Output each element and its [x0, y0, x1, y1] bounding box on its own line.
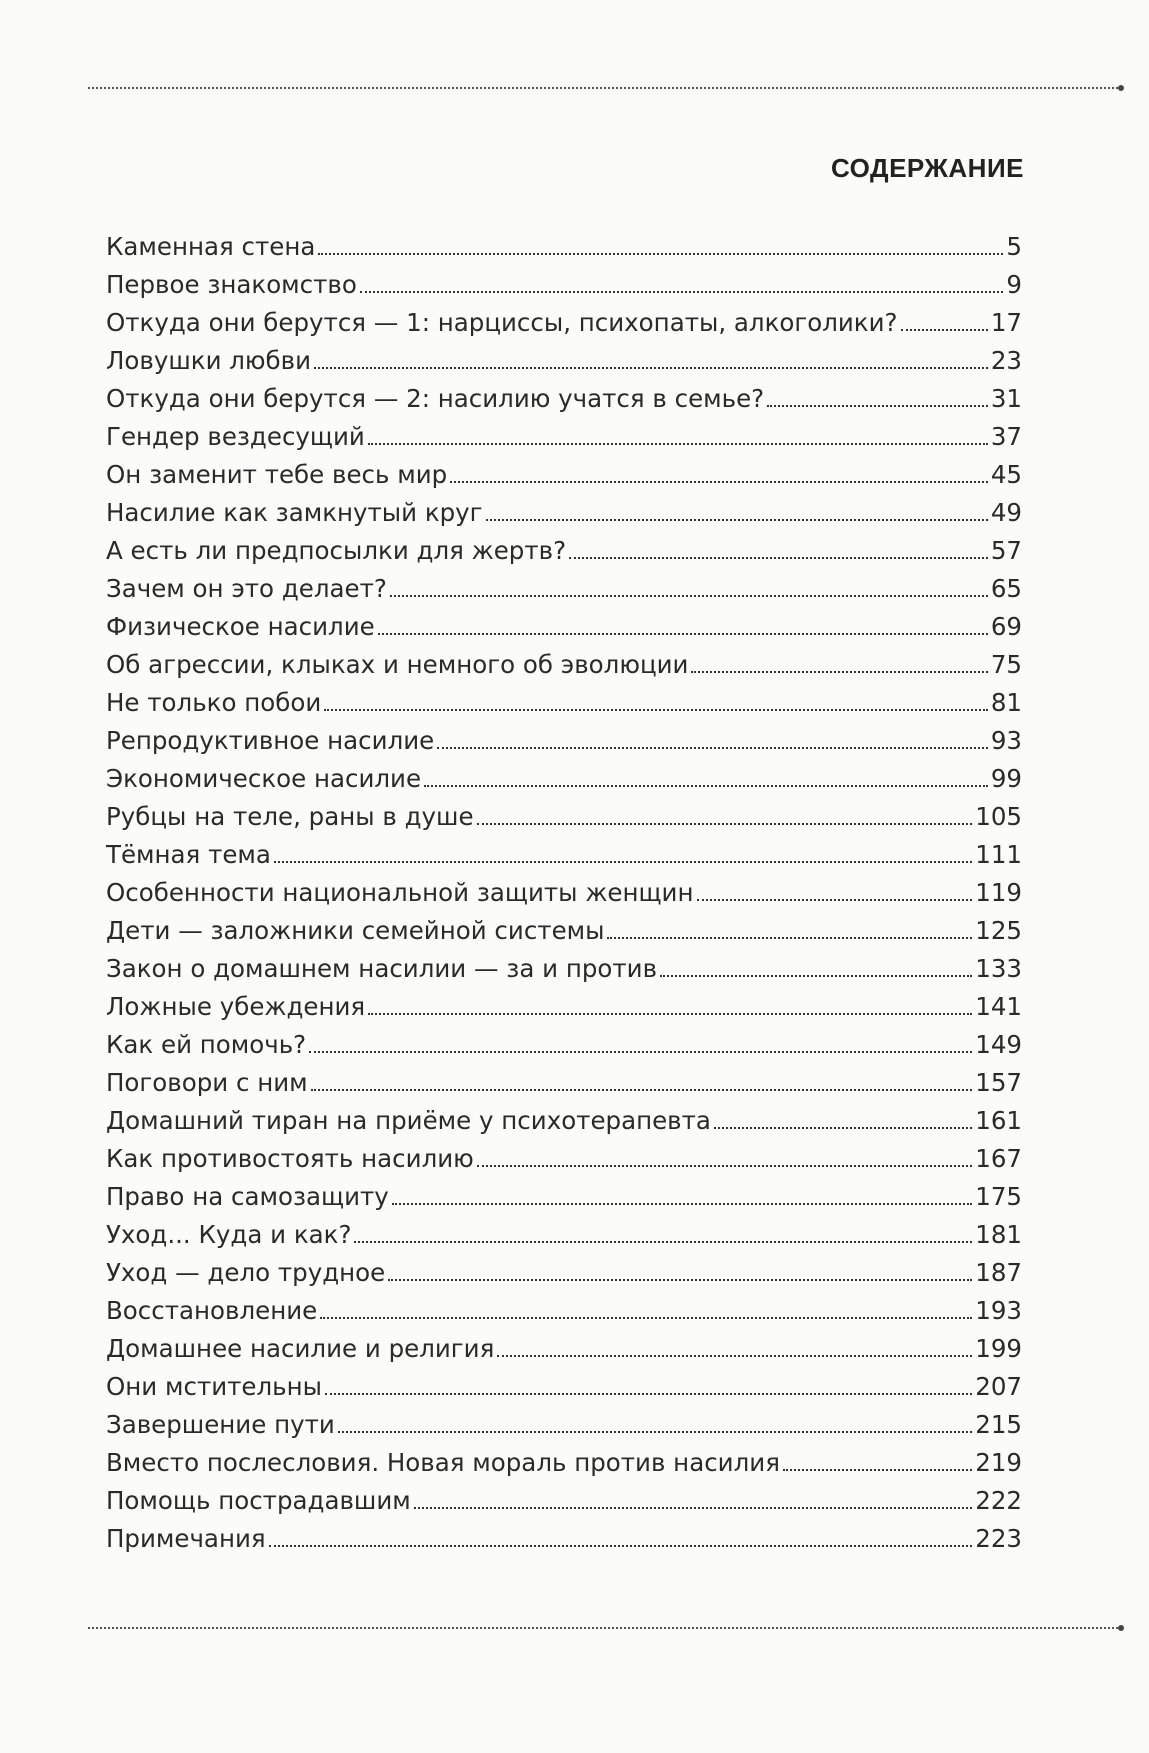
toc-entry-title: Они мстительны: [106, 1372, 322, 1401]
toc-leader-dots: [477, 823, 973, 825]
toc-entry: [106, 1368, 1022, 1406]
toc-leader-dots: [414, 1507, 973, 1509]
toc-entry-page: 193: [975, 1296, 1022, 1325]
toc-entry-title: Первое знакомство: [106, 270, 357, 299]
toc-entry: [106, 1178, 1022, 1216]
toc-leader-dots: [660, 975, 972, 977]
toc-leader-dots: [368, 443, 988, 445]
toc-entry-page: 99: [990, 764, 1022, 793]
toc-leader-dots: [437, 747, 988, 749]
toc-entry-title: Примечания: [106, 1524, 266, 1553]
toc-entry-page: 119: [975, 878, 1022, 907]
page-title: СОДЕРЖАНИЕ: [831, 153, 1024, 183]
toc-entry-title: Экономическое насилие: [106, 764, 422, 793]
toc-entry: [106, 798, 1022, 836]
toc-entry-title: Помощь пострадавшим: [106, 1486, 411, 1515]
toc-entry-page: 111: [975, 840, 1022, 869]
toc-leader-dots: [368, 1013, 972, 1015]
toc-leader-dots: [450, 481, 988, 483]
toc-entry-page: 23: [990, 346, 1022, 375]
toc-entry-title: Уход — дело трудное: [106, 1258, 386, 1287]
toc-leader-dots: [311, 1089, 973, 1091]
toc-entry-title: Дети — заложники семейной системы: [106, 916, 605, 945]
top-divider: [88, 87, 1118, 89]
toc-entry: [106, 418, 1022, 456]
toc-entry: [106, 1292, 1022, 1330]
toc-entry-title: Как ей помочь?: [106, 1030, 307, 1059]
toc-entry-page: 223: [975, 1524, 1022, 1553]
toc-entry-title: Гендер вездесущий: [106, 422, 365, 451]
table-of-contents: [106, 228, 1022, 1558]
toc-entry: [106, 1102, 1022, 1140]
toc-entry-title: Ложные убеждения: [106, 992, 366, 1021]
toc-entry-page: 133: [975, 954, 1022, 983]
toc-leader-dots: [477, 1165, 972, 1167]
toc-entry-page: 167: [975, 1144, 1022, 1173]
toc-leader-dots: [424, 785, 988, 787]
toc-entry-title: Насилие как замкнутый круг: [106, 498, 483, 527]
toc-leader-dots: [497, 1355, 972, 1357]
toc-entry-title: Он заменит тебе весь мир: [106, 460, 448, 489]
toc-entry: [106, 266, 1022, 304]
toc-entry-page: 81: [990, 688, 1022, 717]
toc-leader-dots: [274, 861, 972, 863]
toc-entry-title: Каменная стена: [106, 232, 316, 261]
toc-entry-title: Домашний тиран на приёме у психотерапевта: [106, 1106, 711, 1135]
toc-entry-title: Ловушки любви: [106, 346, 312, 375]
toc-entry: [106, 304, 1022, 342]
toc-entry-page: 31: [990, 384, 1022, 413]
toc-entry-page: 45: [990, 460, 1022, 489]
toc-entry: [106, 836, 1022, 874]
toc-entry-title: Физическое насилие: [106, 612, 375, 641]
toc-entry: [106, 1482, 1022, 1520]
toc-leader-dots: [325, 1393, 972, 1395]
toc-leader-dots: [901, 329, 988, 331]
toc-leader-dots: [360, 291, 1004, 293]
toc-entry: [106, 950, 1022, 988]
bottom-divider: [88, 1627, 1118, 1629]
toc-entry-title: Репродуктивное насилие: [106, 726, 435, 755]
toc-entry: [106, 912, 1022, 950]
toc-entry-title: Завершение пути: [106, 1410, 335, 1439]
toc-entry-title: Право на самозащиту: [106, 1182, 389, 1211]
toc-leader-dots: [318, 253, 1003, 255]
toc-entry-title: Вместо послесловия. Новая мораль против насилия: [106, 1448, 780, 1477]
toc-entry-page: 125: [975, 916, 1022, 945]
toc-entry-title: Восстановление: [106, 1296, 318, 1325]
toc-entry-title: Тёмная тема: [106, 840, 271, 869]
toc-leader-dots: [783, 1469, 972, 1471]
toc-entry-title: Откуда они берутся — 1: нарциссы, психопаты, алкоголики?: [106, 308, 898, 337]
toc-leader-dots: [314, 367, 988, 369]
toc-entry-title: Закон о домашнем насилии — за и против: [106, 954, 658, 983]
toc-entry-page: 157: [975, 1068, 1022, 1097]
toc-leader-dots: [390, 595, 988, 597]
toc-entry-title: Домашнее насилие и религия: [106, 1334, 495, 1363]
toc-leader-dots: [691, 671, 987, 673]
toc-entry-page: 175: [975, 1182, 1022, 1211]
toc-entry-page: 105: [975, 802, 1022, 831]
toc-entry-title: Откуда они берутся — 2: насилию учатся в семье?: [106, 384, 765, 413]
toc-entry: [106, 342, 1022, 380]
toc-entry: [106, 494, 1022, 532]
toc-entry: [106, 1330, 1022, 1368]
toc-entry-page: 65: [990, 574, 1022, 603]
toc-entry: [106, 722, 1022, 760]
toc-entry-page: 181: [975, 1220, 1022, 1249]
toc-entry: [106, 1026, 1022, 1064]
toc-entry-title: Уход... Куда и как?: [106, 1220, 352, 1249]
toc-entry: [106, 646, 1022, 684]
toc-leader-dots: [714, 1127, 972, 1129]
toc-entry: [106, 1406, 1022, 1444]
toc-leader-dots: [388, 1279, 972, 1281]
toc-entry-page: 187: [975, 1258, 1022, 1287]
toc-entry: [106, 1444, 1022, 1482]
toc-leader-dots: [354, 1241, 972, 1243]
toc-entry-title: Как противостоять насилию: [106, 1144, 474, 1173]
toc-entry-page: 141: [975, 992, 1022, 1021]
toc-entry-title: Об агрессии, клыках и немного об эволюции: [106, 650, 689, 679]
toc-entry: [106, 608, 1022, 646]
toc-entry-page: 207: [975, 1372, 1022, 1401]
toc-entry: [106, 228, 1022, 266]
toc-leader-dots: [486, 519, 988, 521]
toc-entry-page: 215: [975, 1410, 1022, 1439]
toc-entry: [106, 532, 1022, 570]
toc-leader-dots: [324, 709, 988, 711]
toc-entry-title: Рубцы на теле, раны в душе: [106, 802, 474, 831]
toc-leader-dots: [569, 557, 988, 559]
toc-entry: [106, 1064, 1022, 1102]
toc-entry: [106, 456, 1022, 494]
toc-entry-page: 149: [975, 1030, 1022, 1059]
toc-leader-dots: [392, 1203, 972, 1205]
toc-entry-page: 93: [990, 726, 1022, 755]
toc-entry-page: 57: [990, 536, 1022, 565]
toc-entry: [106, 1140, 1022, 1178]
toc-leader-dots: [338, 1431, 972, 1433]
toc-leader-dots: [309, 1051, 972, 1053]
toc-entry: [106, 684, 1022, 722]
toc-entry-page: 17: [990, 308, 1022, 337]
toc-entry-page: 49: [990, 498, 1022, 527]
toc-leader-dots: [697, 899, 973, 901]
toc-entry: [106, 380, 1022, 418]
toc-entry-page: 199: [975, 1334, 1022, 1363]
toc-entry-page: 75: [990, 650, 1022, 679]
toc-entry-page: 219: [975, 1448, 1022, 1477]
toc-entry-page: 9: [1006, 270, 1022, 299]
toc-entry: [106, 570, 1022, 608]
toc-entry: [106, 760, 1022, 798]
toc-leader-dots: [607, 937, 972, 939]
toc-entry-page: 222: [975, 1486, 1022, 1515]
toc-entry: [106, 1254, 1022, 1292]
toc-leader-dots: [320, 1317, 972, 1319]
toc-entry-title: Поговори с ним: [106, 1068, 308, 1097]
toc-entry-page: 161: [975, 1106, 1022, 1135]
toc-leader-dots: [767, 405, 988, 407]
toc-entry: [106, 874, 1022, 912]
toc-entry-title: Не только побои: [106, 688, 322, 717]
toc-entry-page: 69: [990, 612, 1022, 641]
toc-entry-page: 5: [1006, 232, 1022, 261]
toc-entry-title: Особенности национальной защиты женщин: [106, 878, 694, 907]
toc-entry: [106, 1216, 1022, 1254]
toc-entry-title: Зачем он это делает?: [106, 574, 387, 603]
toc-leader-dots: [269, 1545, 973, 1547]
toc-entry-title: А есть ли предпосылки для жертв?: [106, 536, 567, 565]
toc-entry: [106, 988, 1022, 1026]
toc-entry-page: 37: [990, 422, 1022, 451]
toc-entry: [106, 1520, 1022, 1558]
toc-leader-dots: [378, 633, 988, 635]
